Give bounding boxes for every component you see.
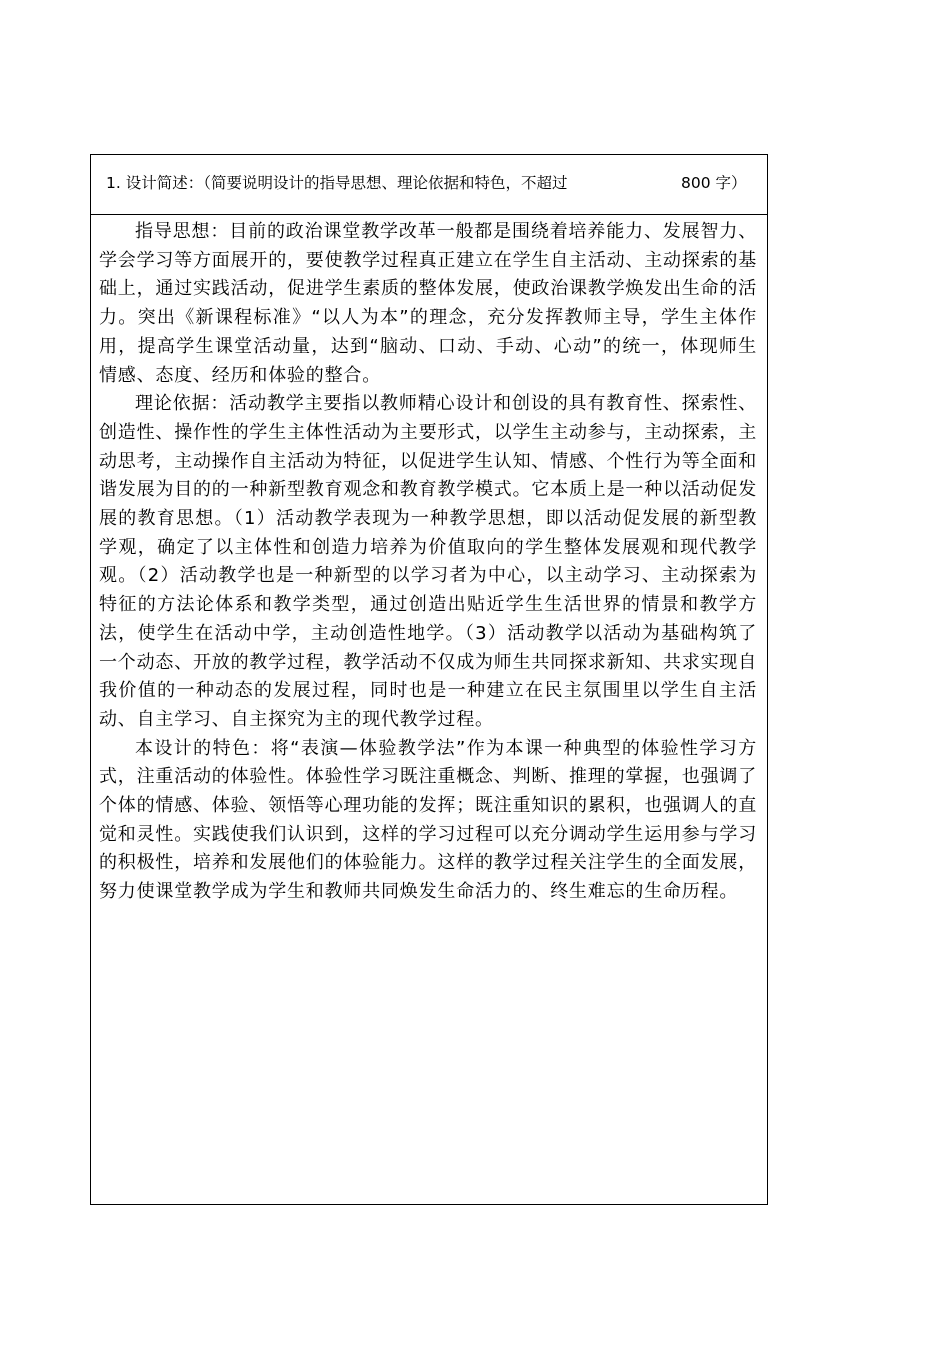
paragraph-guiding-ideology: 指导思想：目前的政治课堂教学改革一般都是围绕着培养能力、发展智力、学会学习等方面展开的，要使教学过程真正建立在学生自主活动、主动探索的基础上，通过实践活动，促进学生素质的整体发展，使政治课教学焕发出生命的活力。突出《新课程标准》“以人为本”的理念，充分发挥教师主导，学生主体作用，提高学生课堂活动量，达到“脑动、口动、手动、心动”的统一，体现师生情感、态度、经历和体验的整合。 (99, 221, 757, 386)
paragraph-design-features: 本设计的特色：将“表演—体验教学法”作为本课一种典型的体验性学习方式，注重活动的体验性。体验性学习既注重概念、判断、推理的掌握，也强调了个体的情感、体验、领悟等心理功能的发挥；既注重知识的累积，也强调人的直觉和灵性。实践使我们认识到，这样的学习过程可以充分调动学生运用参与学习的积极性，培养和发展他们的体验能力。这样的教学过程关注学生的全面发展，努力使课堂教学成为学生和教师共同焕发生命活力的、终生难忘的生命历程。 (99, 737, 757, 903)
word-limit-note: 800 字） (681, 174, 747, 192)
design-summary-table (90, 154, 768, 1205)
paragraph-theoretical-basis: 理论依据：活动教学主要指以教师精心设计和创设的具有教育性、探索性、创造性、操作性的学生主体性活动为主要形式，以学生主动参与，主动探索，主动思考，主动操作自主活动为特征，以促进学生认知、情感、个性行为等全面和谐发展为目的的一种新型教育观念和教育教学模式。它本质上是一种以活动促发展的教育思想。（1）活动教学表现为一种教学思想，即以活动促发展的新型教学观，确定了以主体性和创造力培养为价值取向的学生整体发展观和现代教学观。（2）活动教学也是一种新型的以学习者为中心，以主动学习、主动探索为特征的方法论体系和教学类型，通过创造出贴近学生生活世界的情景和教学方法，使学生在活动中学，主动创造性地学。（3）活动教学以活动为基础构筑了一个动态、开放的教学过程，教学活动不仅成为师生共同探求新知、共求实现自我价值的一种动态的发展过程，同时也是一种建立在民主氛围里以学生自主活动、自主学习、自主探究为主的现代教学过程。 (99, 393, 757, 730)
section-heading: 1. 设计简述：（简要说明设计的指导思想、理论依据和特色，不超过 (106, 174, 568, 192)
table-body-cell (91, 215, 767, 1204)
table-header-row (91, 155, 767, 215)
